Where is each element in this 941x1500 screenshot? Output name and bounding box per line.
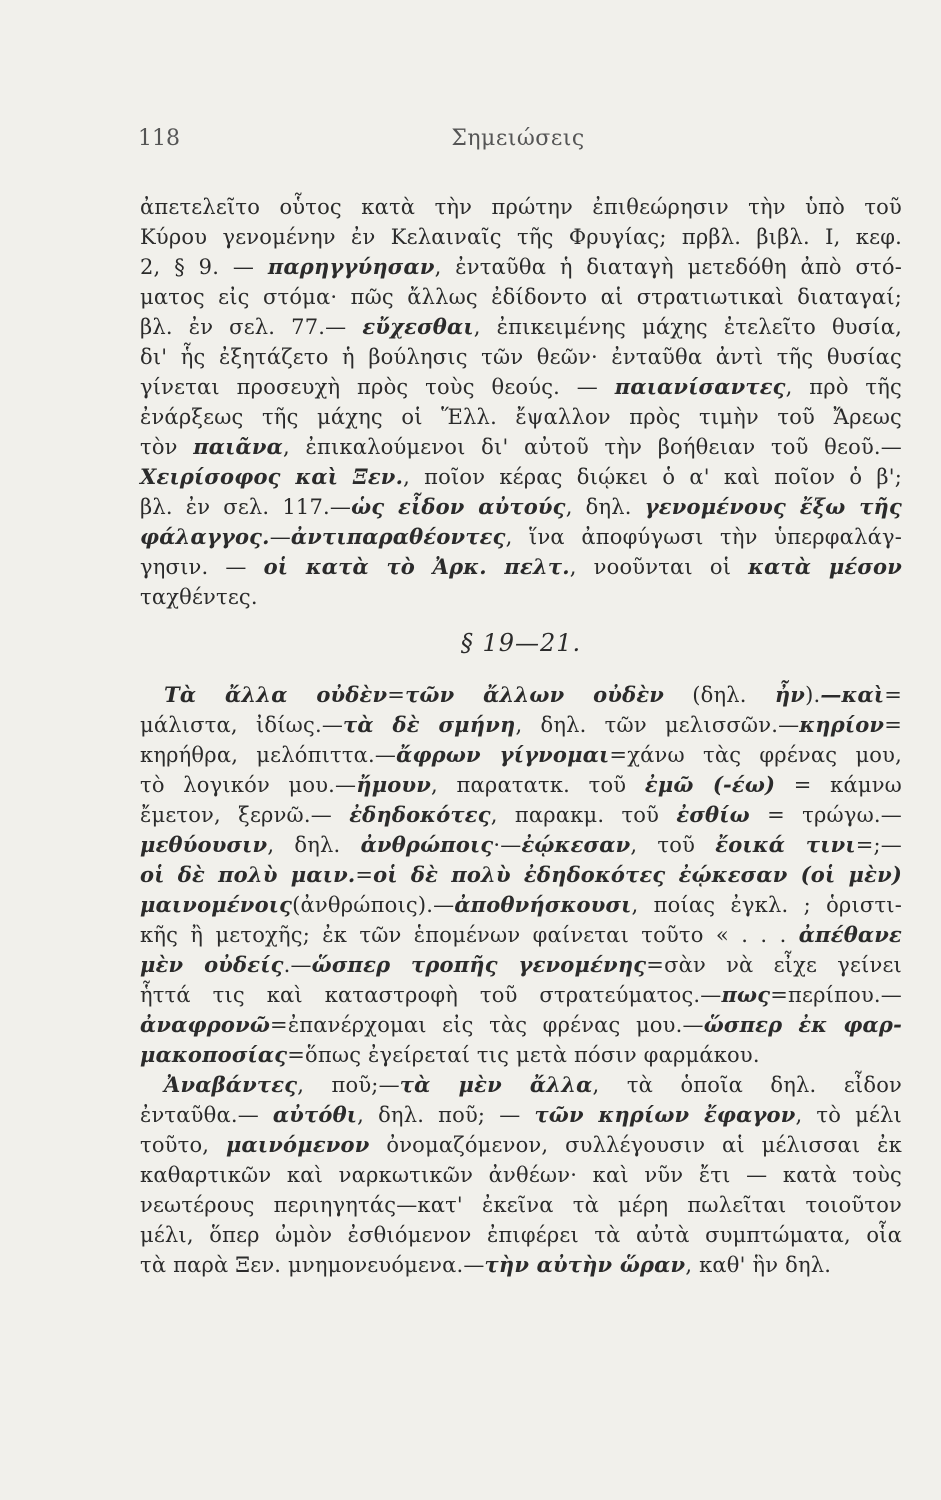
emphasized-term: —καὶ [820, 682, 885, 707]
emphasized-term: ἐδηδοκότες [349, 802, 491, 827]
text-run: καθαρτικῶν καὶ ναρκωτικῶν ἀνθέων· καὶ νῦν ἔτι — κατὰ τοὺς [140, 1163, 902, 1187]
emphasized-term: ὥσπερ τροπῆς γενομένης [311, 952, 647, 977]
text-line [140, 950, 902, 980]
text-run: τοῦτο, [140, 1133, 226, 1157]
text-run: =;— [855, 833, 902, 857]
text-run: τὰ παρὰ Ξεν. μνημονευόμενα.— [140, 1253, 485, 1277]
text-run: ἐνταῦθα.— [140, 1103, 273, 1127]
emphasized-term: πως [721, 982, 771, 1007]
text-run: — [269, 525, 291, 549]
emphasized-term: ἀντιπαραθέοντες [290, 524, 506, 549]
text-run: ματος εἰς στόμα· πῶς ἄλλως ἐδίδοντο αἱ στρατιωτικαὶ διαταγαί; [140, 285, 902, 309]
text-run: , δηλ. [565, 495, 645, 519]
page-body [140, 192, 902, 1280]
text-line [140, 1130, 902, 1160]
text-run: , ποῖον κέρας διῴκει ὁ α' καὶ ποῖον ὁ β'; [403, 465, 902, 489]
text-line [140, 890, 902, 920]
text-line [140, 1040, 902, 1070]
emphasized-term: οἱ δὲ πολὺ ἐδηδοκότες ἐῴκεσαν (οἱ μὲν) [373, 862, 903, 887]
emphasized-term: τὰ δὲ σμήνη [343, 712, 516, 737]
text-line [140, 282, 902, 312]
text-line [140, 1250, 902, 1280]
text-line [140, 980, 902, 1010]
text-line [140, 1160, 902, 1190]
emphasized-term: ἄφρων γίγνομαι [396, 742, 610, 767]
text-run: , ἵνα ἀποφύγωσι τὴν ὑπερφαλάγ- [505, 525, 902, 549]
text-line [140, 1100, 902, 1130]
text-line [140, 252, 902, 282]
text-line [140, 680, 902, 710]
page-header [138, 126, 898, 156]
page-number: 118 [138, 126, 180, 151]
text-line [140, 800, 902, 830]
text-run: .— [283, 953, 312, 977]
text-line [140, 432, 902, 462]
text-run: , δηλ. ποῦ; — [357, 1103, 535, 1127]
emphasized-term: τὰ μὲν ἄλλα [399, 1072, 593, 1097]
emphasized-term: ἔοικά τινι [715, 832, 856, 857]
text-run: ἐνάρξεως τῆς μάχης οἱ Ἕλλ. ἔψαλλον πρὸς τιμὴν τοῦ Ἄρεως [140, 405, 902, 429]
text-run: , τὸ μέλι [795, 1103, 902, 1127]
emphasized-term: κηρίον [799, 712, 885, 737]
text-line [140, 192, 902, 222]
notes-paragraph-3 [140, 1070, 902, 1280]
text-run: , ἐπικειμένης μάχης ἐτελεῖτο θυσία, [473, 315, 902, 339]
emphasized-term: ὥσπερ ἐκ φαρ- [703, 1012, 902, 1037]
text-line [140, 582, 902, 612]
text-run: , ἐνταῦθα ἡ διαταγὴ μετεδόθη ἀπὸ στό- [434, 255, 902, 279]
emphasized-term: (-έω) [693, 772, 776, 797]
text-run: , παρακμ. τοῦ [490, 803, 677, 827]
text-run: , τὰ ὁποῖα δηλ. εἶδον [592, 1073, 903, 1097]
text-run: =σὰν νὰ εἶχε γείνει [646, 953, 902, 977]
emphasized-term: αὐτόθι [272, 1102, 358, 1127]
text-run: , νοοῦνται οἱ [569, 555, 749, 579]
text-run: , τοῦ [630, 833, 716, 857]
text-run: =ὅπως ἐγείρεταί τις μετὰ πόσιν φαρμάκου. [287, 1043, 760, 1067]
emphasized-term: ἐμῶ [644, 772, 694, 797]
text-run: βλ. ἐν σελ. 117.— [140, 495, 352, 519]
text-line [140, 522, 902, 552]
notes-paragraph-2 [140, 680, 902, 1070]
text-line [140, 1220, 902, 1250]
emphasized-term: παιᾶνα [193, 434, 284, 459]
text-line [140, 920, 902, 950]
text-line [140, 552, 902, 582]
text-run: , ποίας ἐγκλ. ; ὁριστι- [631, 893, 902, 917]
emphasized-term: μὲν οὐδείς [140, 952, 284, 977]
emphasized-term: Ἀναβάντες [164, 1072, 298, 1097]
emphasized-term: οἱ δὲ πολὺ μαιν. [140, 862, 356, 887]
text-run: = [355, 863, 374, 887]
emphasized-term: παρηγγύησαν [267, 254, 435, 279]
text-run: =περίπου.— [770, 983, 902, 1007]
text-run: ·— [493, 833, 522, 857]
text-run: , δηλ. τῶν μελισσῶν.— [515, 713, 800, 737]
text-run: γησιν. — [140, 555, 264, 579]
emphasized-term: μαινομένοις [140, 892, 293, 917]
text-run: βλ. ἐν σελ. 77.— [140, 315, 363, 339]
emphasized-term: ἦν [774, 682, 806, 707]
text-run: ὀνομαζόμενον, συλλέγουσιν αἱ μέλισσαι ἐκ [369, 1133, 902, 1157]
text-line [140, 1010, 902, 1040]
text-run: κῆς ἢ μετοχῆς; ἐκ τῶν ἑπομένων φαίνεται τοῦτο « . . . [140, 923, 799, 947]
text-run: Κύρου γενομένην ἐν Κελαιναῖς τῆς Φρυγίας; πρβλ. βιβλ. Ι, κεφ. [140, 225, 902, 249]
text-run: κηρήθρα, μελόπιττα.— [140, 743, 397, 767]
text-line [140, 312, 902, 342]
text-run: (δηλ. [664, 683, 775, 707]
text-run: νεωτέρους περιηγητάς—κατ' ἐκεῖνα τὰ μέρη πωλεῖται τοιοῦτον [140, 1193, 902, 1217]
emphasized-term: μαινόμενον [225, 1132, 370, 1157]
emphasized-term: τῶν ἄλλων οὐδὲν [405, 682, 665, 707]
emphasized-term: ἀποθνήσκουσι [454, 892, 632, 917]
text-line [140, 770, 902, 800]
emphasized-term: ἤμουν [356, 772, 432, 797]
text-line [140, 1190, 902, 1220]
text-line [140, 342, 902, 372]
text-line [140, 402, 902, 432]
text-line [140, 1070, 902, 1100]
emphasized-term: τὴν αὐτὴν ὥραν [484, 1252, 686, 1277]
emphasized-term: ἀναφρονῶ [140, 1012, 271, 1037]
emphasized-term: γενομένους ἔξω τῆς [644, 494, 902, 519]
text-run: ἀπετελεῖτο οὗτος κατὰ τὴν πρώτην ἐπιθεώρησιν τὴν ὑπὸ τοῦ [140, 195, 902, 219]
text-run: , ἐπικαλούμενοι δι' αὐτοῦ τὴν βοήθειαν τοῦ θεοῦ.— [283, 435, 902, 459]
emphasized-term: ἀπέθανε [798, 922, 902, 947]
text-line [140, 740, 902, 770]
text-line [140, 830, 902, 860]
text-line [140, 222, 902, 252]
running-title: Σημειώσεις [451, 126, 585, 151]
text-run: μάλιστα, ἰδίως.— [140, 713, 344, 737]
text-run: , πρὸ τῆς [785, 375, 902, 399]
text-line [140, 860, 902, 890]
emphasized-term: εὔχεσθαι [362, 314, 474, 339]
text-run: 2, § 9. — [140, 255, 268, 279]
text-run: ἧττά τις καὶ καταστροφὴ τοῦ στρατεύματος.— [140, 983, 722, 1007]
text-run: =χάνω τὰς φρένας μου, [609, 743, 902, 767]
emphasized-term: οἱ κατὰ τὸ Ἀρκ. πελτ. [263, 554, 570, 579]
text-run: , παρατατκ. τοῦ [431, 773, 645, 797]
text-run: ταχθέντες. [140, 585, 258, 609]
text-run: = [884, 713, 902, 737]
text-run: = [387, 683, 406, 707]
section-heading: § 19—21. [460, 629, 582, 657]
text-line [140, 710, 902, 740]
text-run: = κάμνω [775, 773, 902, 797]
text-run: δι' ἧς ἐξητάζετο ἡ βούλησις τῶν θεῶν· ἐνταῦθα ἀντὶ τῆς θυσίας [140, 345, 902, 369]
emphasized-term: τῶν κηρίων ἔφαγον [534, 1102, 796, 1127]
emphasized-term: μακοποσίας [140, 1042, 288, 1067]
text-run: μέλι, ὅπερ ὠμὸν ἐσθιόμενον ἐπιφέρει τὰ αὐτὰ συμπτώματα, οἷα [140, 1223, 902, 1247]
text-line [140, 462, 902, 492]
emphasized-term: κατὰ μέσον [748, 554, 903, 579]
text-line [140, 372, 902, 402]
emphasized-term: ἀνθρώποις [360, 832, 494, 857]
text-run: τὸν [140, 435, 194, 459]
emphasized-term: ἐῴκεσαν [521, 832, 631, 857]
text-run: ἔμετον, ξερνῶ.— [140, 803, 350, 827]
emphasized-term: ἐσθίω [676, 802, 750, 827]
text-run: =ἐπανέρχομαι εἰς τὰς φρένας μου.— [270, 1013, 704, 1037]
emphasized-term: μεθύουσιν [140, 832, 268, 857]
emphasized-term: παιανίσαντες [614, 374, 786, 399]
text-run: = [884, 683, 903, 707]
text-run: ). [805, 683, 821, 707]
emphasized-term: Χειρίσοφος καὶ Ξεν. [140, 464, 404, 489]
text-run: τὸ λογικόν μου.— [140, 773, 357, 797]
emphasized-term: ὡς εἶδον αὐτούς [351, 494, 566, 519]
emphasized-term: Τὰ ἄλλα οὐδὲν [164, 682, 388, 707]
notes-paragraph-1 [140, 192, 902, 612]
text-run: , καθ' ἣν δηλ. [685, 1253, 832, 1277]
text-run: (ἀνθρώποις).— [292, 893, 455, 917]
text-run: , δηλ. [267, 833, 361, 857]
text-run: γίνεται προσευχὴ πρὸς τοὺς θεούς. — [140, 375, 615, 399]
text-line [140, 492, 902, 522]
emphasized-term: φάλαγγος. [140, 524, 270, 549]
text-run: = τρώγω.— [749, 803, 902, 827]
text-run: , ποῦ;— [297, 1073, 400, 1097]
